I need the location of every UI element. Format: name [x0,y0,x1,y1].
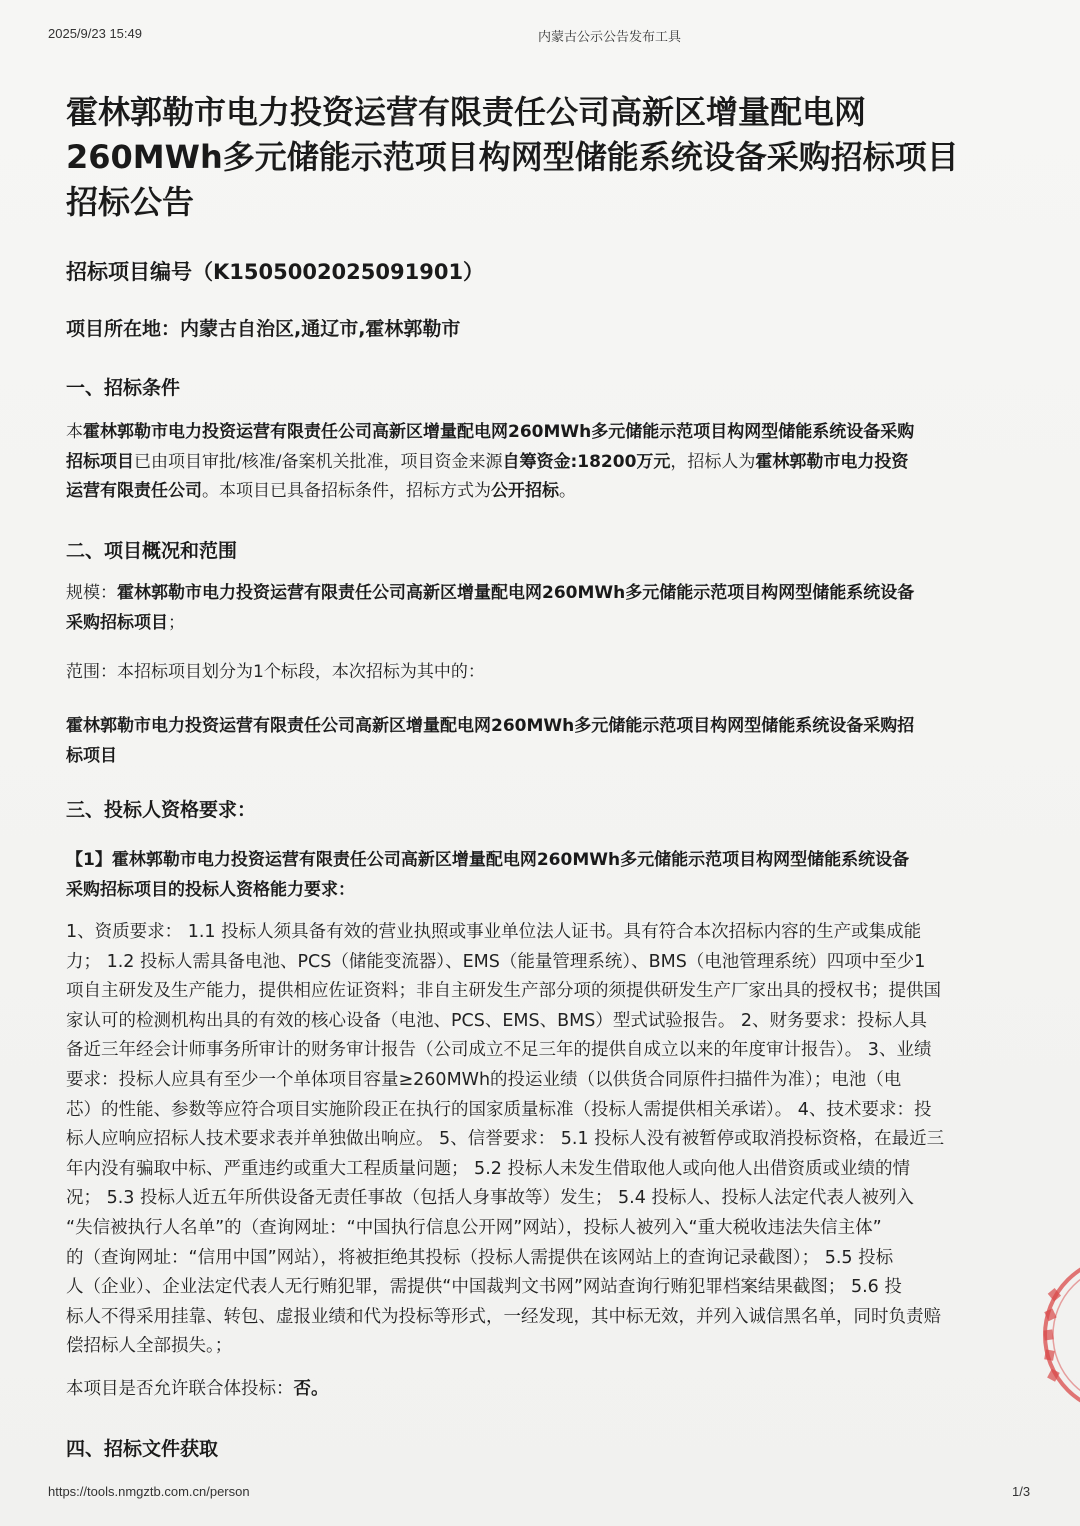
requirement-title: 采购招标项目的投标人资格能力要求： [66,879,355,900]
text: 本 [66,422,83,442]
announcement-title [66,90,1026,225]
print-datetime: 2025/9/23 15:49 [48,26,142,41]
project-name: 霍林郭勒市电力投资运营有限责任公司高新区增量配电网260MWh多元储能示范项目构网型储能系统设备采购 [83,422,915,442]
title-line: 招标公告 [66,183,195,221]
consortium-label: 本项目是否允许联合体投标： [66,1379,294,1399]
body-line: 人（企业）、企业法定代表人无行贿犯罪，需提供“中国裁判文书网”网站查询行贿犯罪档案结果截图； 5.6 投 [66,1277,902,1298]
consortium-value: 否。 [293,1379,329,1399]
body-line: 力； 1.2 投标人需具备电池、PCS（储能变流器）、EMS（能量管理系统）、BMS（电池管理系统）四项中至少1 [66,951,926,972]
text: ，招标人为 [670,451,756,472]
scale-value: 采购招标项目 [66,612,168,633]
qualification-requirement-title [66,846,909,905]
tenderer-name: 霍林郭勒市电力投资 [755,451,909,472]
project-location: 项目所在地：内蒙古自治区,通辽市,霍林郭勒市 [66,318,461,340]
lot-paragraph [66,712,914,771]
footer-url: https://tools.nmgztb.com.cn/person [48,1484,250,1499]
page-number: 1/3 [1012,1484,1031,1499]
tool-name: 内蒙古公示公告发布工具 [538,30,682,45]
section-heading-qualifications: 三、投标人资格要求： [66,799,257,821]
lot-name: 标项目 [66,745,117,766]
lot-name: 霍林郭勒市电力投资运营有限责任公司高新区增量配电网260MWh多元储能示范项目构网型储能系统设备采购招 [66,716,915,736]
body-line: 标人应响应招标人技术要求表并单独做出响应。 5、信誉要求： 5.1 投标人没有被暂停或取消投标资格，在最近三 [66,1129,945,1150]
section-heading-bidding-conditions: 一、招标条件 [66,377,181,399]
text: ； [168,612,185,633]
body-line: 况； 5.3 投标人近五年所供设备无责任事故（包括人身事故等）发生； 5.4 投标人、投标人法定代表人被列入 [66,1188,914,1209]
body-line: 偿招标人全部损失。； [66,1336,233,1357]
consortium-paragraph [66,1375,329,1405]
title-line: 霍林郭勒市电力投资运营有限责任公司高新区增量配电网 [66,93,867,131]
body-line: 标人不得采用挂靠、转包、虚报业绩和代为投标等形式，一经发现，其中标无效，并列入诚信黑名单，同时负责赔 [66,1306,941,1327]
funding-source: 自筹资金:18200万元 [502,451,671,472]
qualification-requirements-body [66,918,944,1362]
body-line: 项自主研发及生产能力，提供相应佐证资料；非自主研发生产部分项的须提供研发生产厂家出具的授权书；提供国 [66,981,941,1002]
bidding-method: 公开招标 [491,481,559,501]
section-heading-overview: 二、项目概况和范围 [66,540,238,562]
requirement-title: 【1】霍林郭勒市电力投资运营有限责任公司高新区增量配电网260MWh多元储能示范项目构网型储能系统设备 [66,850,910,870]
range-text: 范围：本招标项目划分为1个标段，本次招标为其中的： [66,662,485,682]
body-line: 要求：投标人应具有至少一个单体项目容量≥260MWh的投运业绩（以供货合同原件扫描件为准）；电池（电 [66,1069,902,1090]
scale-label: 规模： [66,583,117,603]
body-line: 的（查询网址：“信用中国”网站），将被拒绝其投标（投标人需提供在该网站上的查询记录截图）； 5.5 投标 [66,1247,894,1268]
body-line: 芯）的性能、参数等应符合项目实施阶段正在执行的国家质量标准（投标人需提供相关承诺）。 4、技术要求：投 [66,1099,932,1120]
scale-value: 霍林郭勒市电力投资运营有限责任公司高新区增量配电网260MWh多元储能示范项目构网型储能系统设备 [117,583,915,603]
tenderer-name: 运营有限责任公司 [66,481,202,501]
scale-paragraph [66,579,914,638]
company-seal-stamp [1028,1250,1080,1420]
project-number: 招标项目编号（K1505002025091901） [66,260,485,284]
range-paragraph [66,658,485,688]
text: 。 [559,481,576,501]
text: 已由项目审批/核准/备案机关批准，项目资金来源 [134,451,503,472]
body-line: 1、资质要求： 1.1 投标人须具备有效的营业执照或事业单位法人证书。具有符合本次招标内容的生产或集成能 [66,922,922,942]
text: 招标项目 [66,451,134,472]
body-line: 家认可的检测机构出具的有效的核心设备（电池、PCS、EMS、BMS）型式试验报告。 2、财务要求：投标人具 [66,1010,928,1031]
section-heading-document-acquisition: 四、招标文件获取 [66,1438,219,1460]
body-line: 年内没有骗取中标、严重违约或重大工程质量问题； 5.2 投标人未发生借取他人或向他人出借资质或业绩的情 [66,1158,910,1179]
body-line: “失信被执行人名单”的（查询网址：“中国执行信息公开网”网站），投标人被列入“重大税收违法失信主体” [66,1217,882,1238]
bidding-conditions-paragraph [66,418,914,507]
text: 。本项目已具备招标条件，招标方式为 [202,481,491,501]
title-line: 260MWh多元储能示范项目构网型储能系统设备采购招标项目 [66,138,959,176]
body-line: 备近三年经会计师事务所审计的财务审计报告（公司成立不足三年的提供自成立以来的年度审计报告）。 3、业绩 [66,1040,932,1061]
